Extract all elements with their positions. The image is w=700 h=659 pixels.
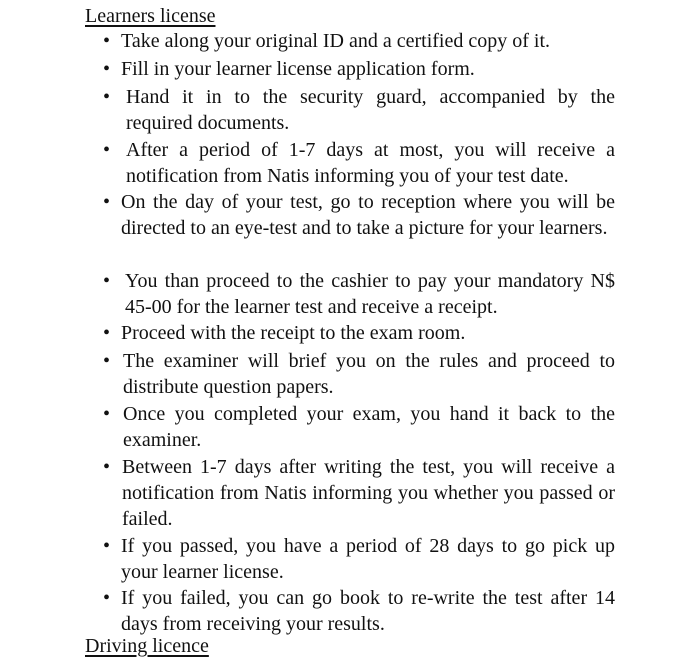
bullet-icon: •: [103, 270, 111, 292]
list-item-text: On the day of your test, go to reception where you will be directed to an eye-test and to take a picture for your learners.: [121, 191, 615, 239]
bullet-icon: •: [103, 350, 111, 372]
bullet-icon: •: [103, 30, 111, 52]
bullet-icon: •: [103, 535, 111, 557]
list-item-text: If you failed, you can go book to re-write the test after 14 days from receiving your results.: [121, 587, 615, 635]
section-heading: Learners license: [85, 5, 216, 27]
list-item-text: Take along your original ID and a certified copy of it.: [121, 30, 551, 52]
next-section-heading-partial: Driving licence: [85, 635, 209, 657]
bullet-icon: •: [103, 587, 111, 609]
list-item-text: You than proceed to the cashier to pay your mandatory N$ 45-00 for the learner test and receive a receipt.: [125, 270, 615, 318]
bullet-icon: •: [103, 403, 111, 425]
list-item-text: After a period of 1-7 days at most, you will receive a notification from Natis informing you of your test date.: [126, 139, 615, 187]
bullet-icon: •: [103, 86, 111, 108]
list-item-text: Between 1-7 days after writing the test, you will receive a notification from Natis informing you whether you passed or failed.: [122, 456, 615, 530]
bullet-icon: •: [103, 139, 111, 161]
list-item-text: If you passed, you have a period of 28 days to go pick up your learner license.: [121, 535, 615, 583]
list-item-text: Once you completed your exam, you hand it back to the examiner.: [123, 403, 615, 451]
list-item-text: Fill in your learner license application form.: [121, 58, 475, 80]
bullet-icon: •: [103, 322, 111, 344]
list-item-text: Hand it in to the security guard, accompanied by the required documents.: [126, 86, 615, 134]
list-item-text: Proceed with the receipt to the exam room.: [121, 322, 466, 344]
list-item-text: The examiner will brief you on the rules and proceed to distribute question papers.: [123, 350, 615, 398]
bullet-icon: •: [103, 456, 111, 478]
bullet-icon: •: [103, 58, 111, 80]
bullet-icon: •: [103, 191, 111, 213]
